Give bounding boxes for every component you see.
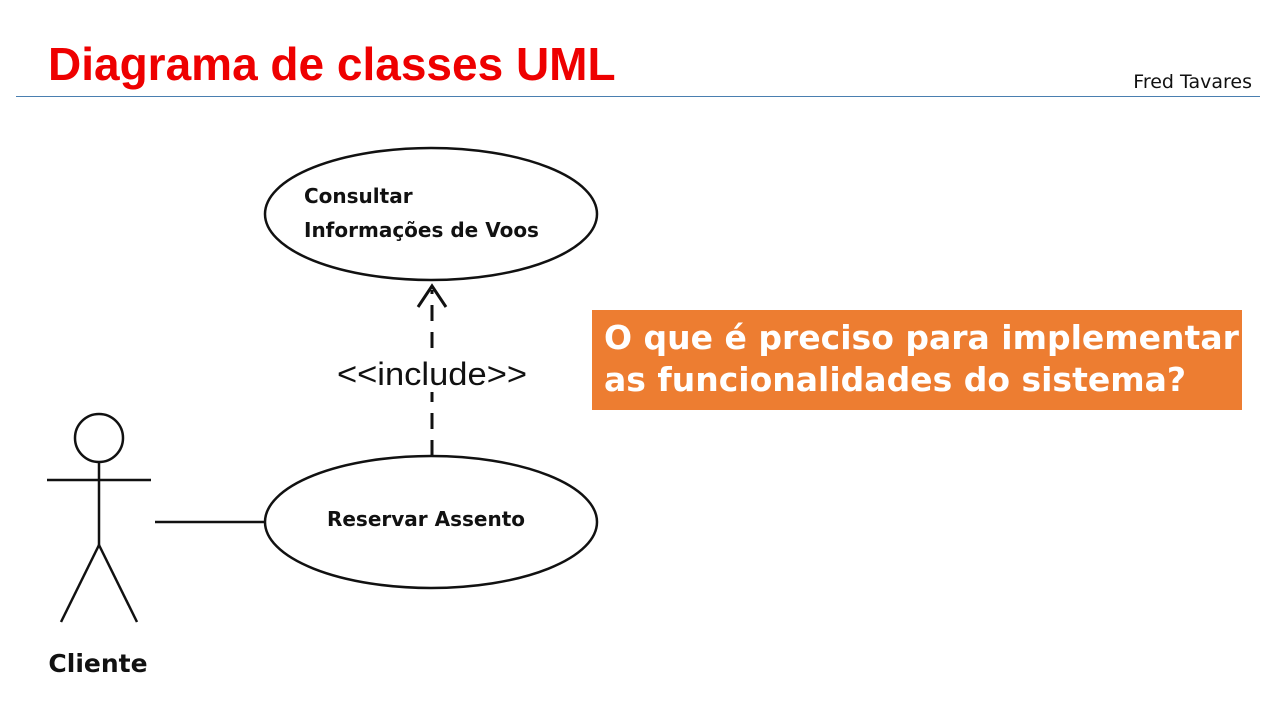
author-name: Fred Tavares (1133, 71, 1252, 93)
use-case-label-line1: Consultar (304, 184, 413, 208)
use-case-reservar-assento (265, 456, 597, 588)
include-dependency (330, 286, 534, 456)
actor-label: Cliente (48, 649, 148, 678)
slide-title: Diagrama de classes UML (48, 38, 616, 90)
actor-cliente (47, 414, 151, 678)
use-case-ellipse (265, 148, 597, 280)
use-case-label-line2: Informações de Voos (304, 218, 539, 242)
callout-line2: as funcionalidades do sistema? (604, 360, 1187, 399)
use-case-label: Reservar Assento (326, 507, 526, 531)
callout-line1: O que é preciso para implementar (604, 318, 1239, 357)
include-arrowhead-icon (418, 286, 446, 307)
use-case-consultar-informacoes (265, 148, 597, 280)
actor-stick-figure-icon (47, 414, 151, 622)
question-callout (592, 310, 1242, 410)
include-stereotype: <<include>> (337, 356, 527, 392)
